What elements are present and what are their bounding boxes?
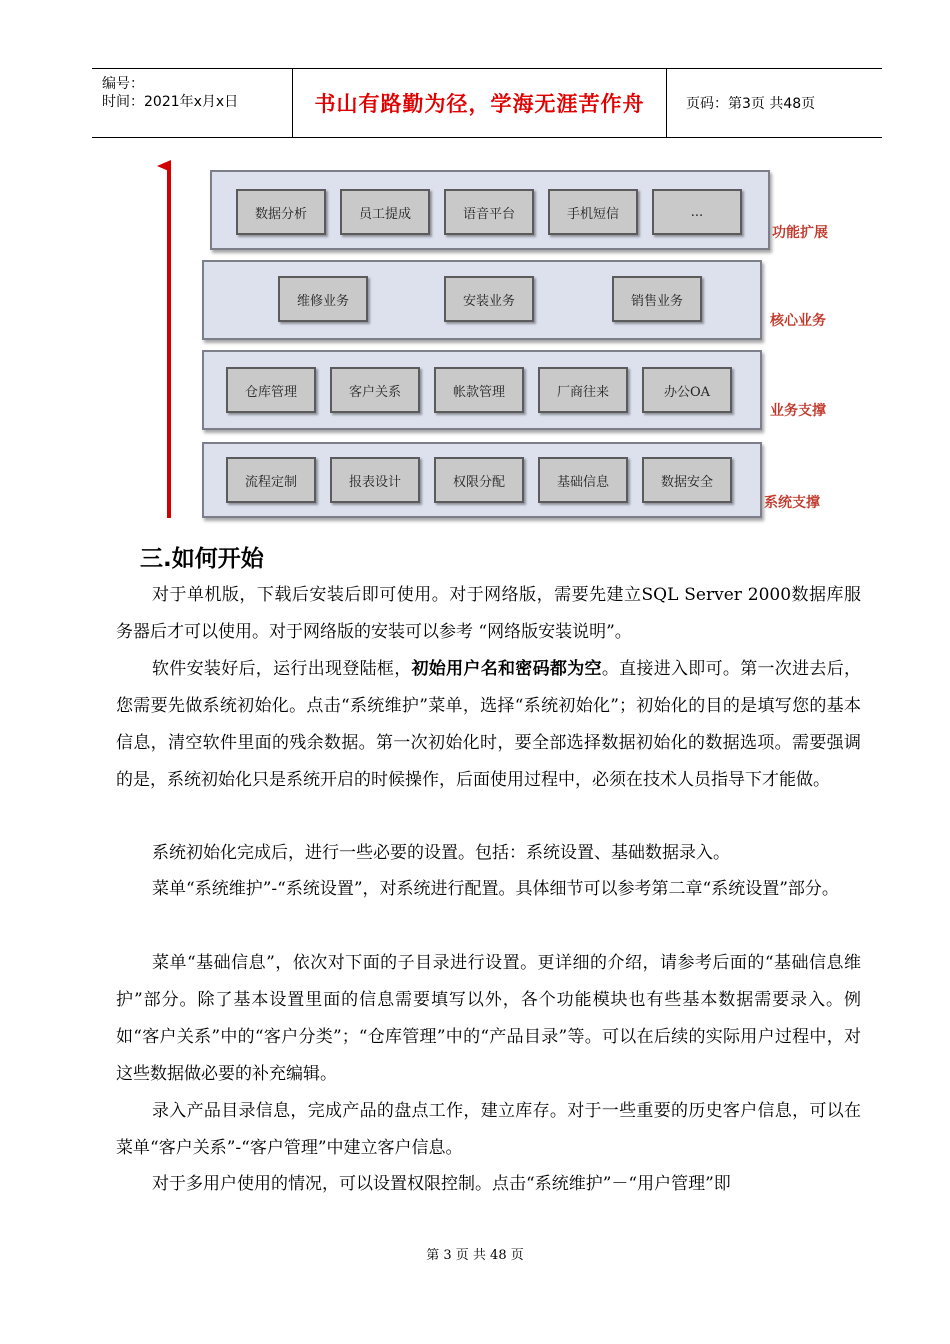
header-meta-cell: [92, 69, 293, 137]
paragraph-2-end: 。直接进入即可。第一次进去后，您需要先做系统初始化。点击“系统维护”菜单，选择“系统初始化”；初始化的目的是填写您的基本信息，清空软件里面的残余数据。第一次初始化时，要全部选择数据初始化的数据选项。需要强调的是，系统初始化只是系统开启的时候操作，后面使用过程中，必须在技术人员指导下才能做。: [116, 659, 862, 790]
box-sales: 销售业务: [612, 276, 702, 322]
layer-label-extension: 功能扩展: [772, 225, 828, 241]
architecture-diagram: [150, 150, 870, 522]
box-customer: 客户关系: [330, 367, 420, 413]
box-repair: 维修业务: [278, 276, 368, 322]
page-footer: 第 3 页 共 48 页: [426, 1248, 524, 1263]
paragraph-4: 菜单“系统维护”-“系统设置”，对系统进行配置。具体细节可以参考第二章“系统设置”部分。: [152, 879, 839, 899]
paragraph-5: 菜单“基础信息”，依次对下面的子目录进行设置。更详细的介绍，请参考后面的“基础信息维护”部分。除了基本设置里面的信息需要填写以外，各个功能模块也有些基本数据需要录入。例如“客户关系”中的“客户分类”；“仓库管理”中的“产品目录”等。可以在后续的实际用户过程中，对这些数据做必要的补充编辑。: [116, 953, 861, 1084]
layer-label-support: 业务支撑: [770, 403, 826, 419]
box-report-design: 报表设计: [330, 457, 420, 503]
box-data-analysis: 数据分析: [236, 189, 326, 235]
header-motto: 书山有路勤为径，学海无涯苦作舟: [293, 69, 667, 137]
paragraph-6: 录入产品目录信息，完成产品的盘点工作，建立库存。对于一些重要的历史客户信息，可以在菜单“客户关系”-“客户管理”中建立客户信息。: [116, 1101, 861, 1158]
box-office-oa: 办公OA: [642, 367, 732, 413]
box-voice-platform: 语音平台: [444, 189, 534, 235]
section-title: 三.如何开始: [140, 546, 264, 572]
box-install: 安装业务: [444, 276, 534, 322]
header-page-number: [676, 69, 882, 137]
box-data-security: 数据安全: [642, 457, 732, 503]
paragraph-2: [116, 651, 861, 799]
doc-time-label: 时间：2021年x月x日: [102, 94, 239, 110]
box-sms: 手机短信: [548, 189, 638, 235]
layer-label-system: 系统支撑: [764, 495, 820, 511]
box-staff-commission: 员工提成: [340, 189, 430, 235]
paragraph-2-bold: 初始用户名和密码都为空: [411, 659, 602, 679]
page-number-label: 页码：第3页 共48页: [686, 96, 816, 112]
paragraph-7: 对于多用户使用的情况，可以设置权限控制。点击“系统维护”－“用户管理”即: [152, 1174, 731, 1194]
paragraph-2-start: 软件安装好后，运行出现登陆框，: [152, 659, 412, 679]
box-vendors: 厂商往来: [538, 367, 628, 413]
layer-label-core: 核心业务: [770, 313, 826, 329]
box-warehouse: 仓库管理: [226, 367, 316, 413]
box-permissions: 权限分配: [434, 457, 524, 503]
box-accounts: 帐款管理: [434, 367, 524, 413]
doc-number-label: 编号：: [102, 76, 144, 92]
box-base-info: 基础信息: [538, 457, 628, 503]
page-header: [92, 68, 882, 138]
paragraph-1: 对于单机版，下载后安装后即可使用。对于网络版，需要先建立SQL Server 2000数据库服务器后才可以使用。对于网络版的安装可以参考 “网络版安装说明”。: [116, 585, 861, 642]
paragraph-3: 系统初始化完成后，进行一些必要的设置。包括：系统设置、基础数据录入。: [152, 843, 730, 863]
box-workflow: 流程定制: [226, 457, 316, 503]
box-more: ...: [652, 189, 742, 235]
